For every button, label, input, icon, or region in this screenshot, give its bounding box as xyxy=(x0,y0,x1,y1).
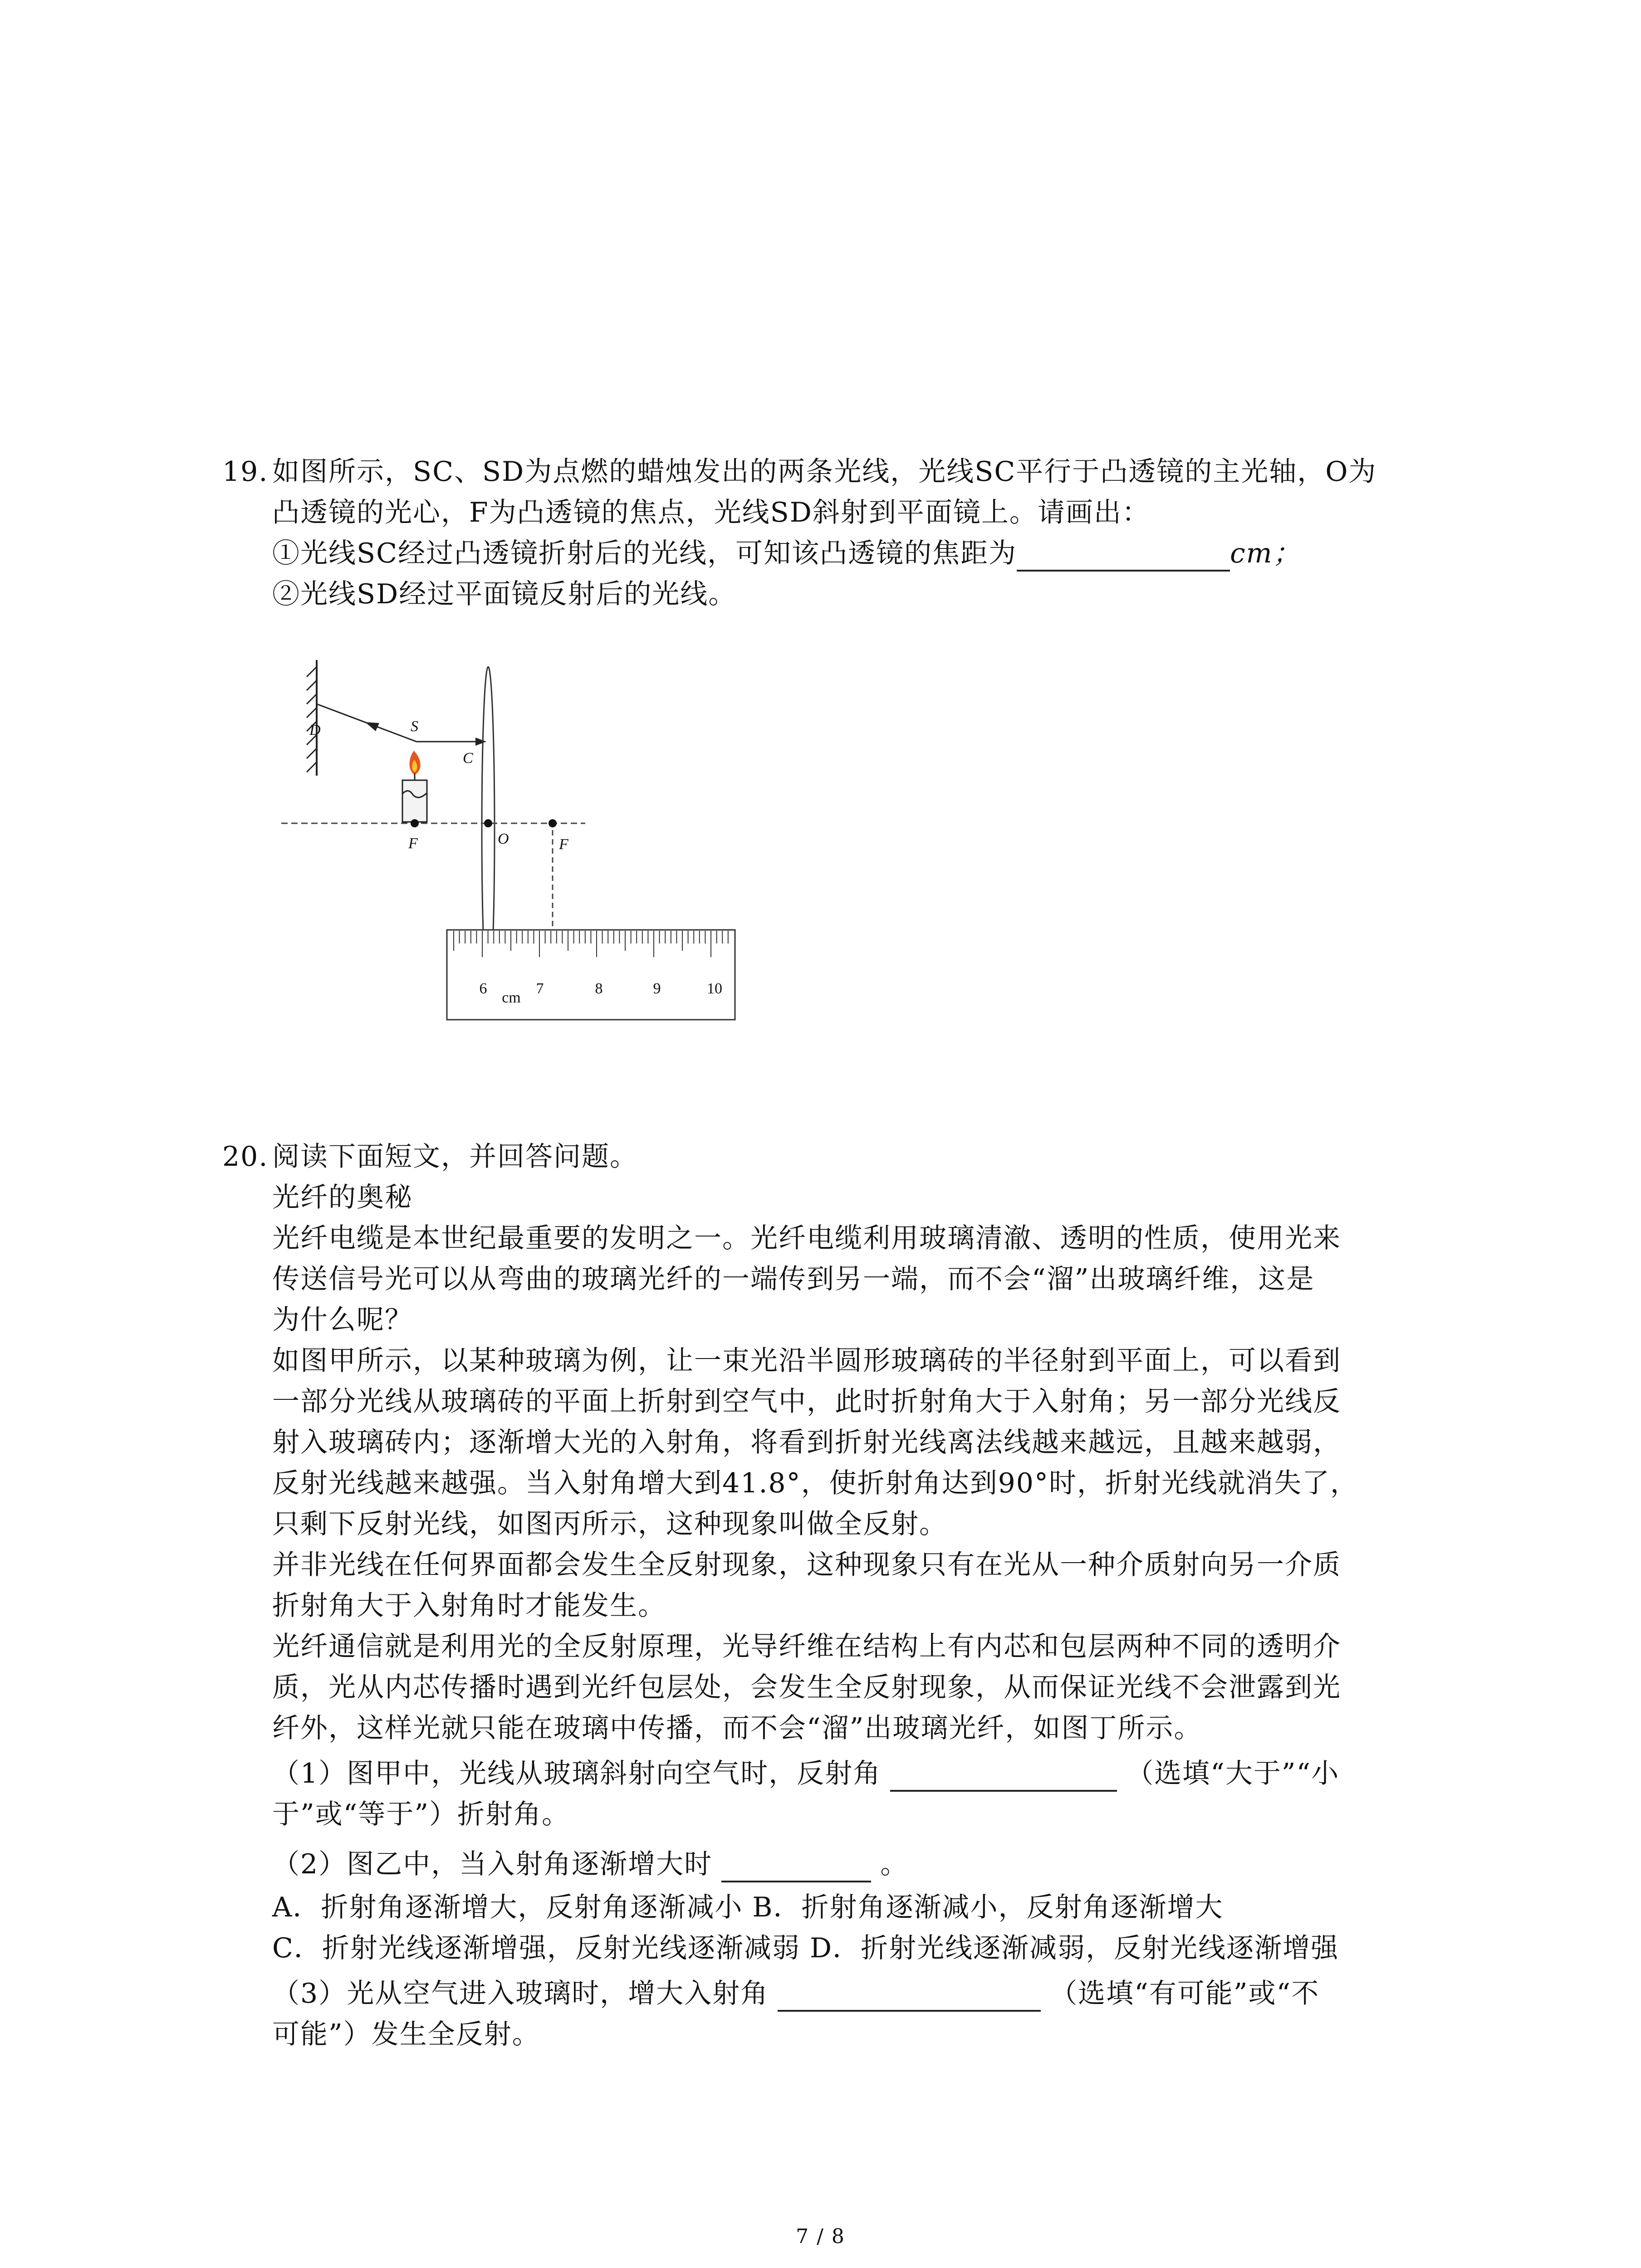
q20-sub2 xyxy=(272,1846,908,1882)
ruler xyxy=(447,930,735,1020)
q20-sub2-text: （2）图乙中，当入射角逐渐增大时 xyxy=(272,1848,713,1880)
candle-icon xyxy=(402,751,427,822)
q20-p2-line3: 射入玻璃砖内；逐渐增大光的入射角，将看到折射光线离法线越来越远，且越来越弱， xyxy=(272,1427,1341,1458)
q19-unit: cm； xyxy=(1230,538,1301,569)
tick-label-8: 8 xyxy=(595,980,603,997)
ruler-unit: cm xyxy=(502,989,521,1006)
option-b[interactable]: B．折射角逐渐减小，反射角逐渐增大 xyxy=(752,1892,1224,1923)
answer-blank-sub3[interactable] xyxy=(778,1981,1041,2012)
q20-options-cd xyxy=(272,1930,1339,1966)
option-d[interactable]: D．折射光线逐渐减弱，反射光线逐渐增强 xyxy=(810,1932,1339,1964)
tick-label-7: 7 xyxy=(536,980,544,997)
ray-sc xyxy=(416,738,486,746)
label-d: D xyxy=(309,722,321,738)
q20-sub3 xyxy=(272,1975,1319,2012)
q20-sub1-line2: 于”或“等于”）折射角。 xyxy=(272,1799,570,1830)
q20-sub1-text: （1）图甲中，光线从玻璃斜射向空气时，反射角 xyxy=(272,1758,882,1789)
q19-line1: 如图所示，SC、SD为点燃的蜡烛发出的两条光线，光线SC平行于凸透镜的主光轴，O为 xyxy=(272,456,1377,488)
tick-label-10: 10 xyxy=(707,980,722,997)
q20-p4-line3: 纤外，这样光就只能在玻璃中传播，而不会“溜”出玻璃光纤，如图丁所示。 xyxy=(272,1712,1202,1744)
label-s: S xyxy=(411,718,418,735)
q20-number: 20. xyxy=(222,1141,269,1173)
q20-p1-line2: 传送信号光可以从弯曲的玻璃光纤的一端传到另一端，而不会“溜”出玻璃纤维，这是 xyxy=(272,1263,1315,1295)
plane-mirror xyxy=(307,660,317,776)
q20-p1-line3: 为什么呢？ xyxy=(272,1304,413,1336)
answer-blank-sub2[interactable] xyxy=(721,1852,871,1882)
focus-left-point xyxy=(411,819,419,827)
ray-sd xyxy=(317,704,416,742)
q20-sub2-end: 。 xyxy=(880,1848,909,1880)
q20-p2-line5: 只剩下反射光线，如图丙所示，这种现象叫做全反射。 xyxy=(272,1508,947,1540)
q20-sub1-choices: （选填“大于”“小 xyxy=(1126,1758,1340,1789)
optical-center-point xyxy=(484,819,492,827)
q20-sub3-line2: 可能”）发生全反射。 xyxy=(272,2019,540,2050)
q19-line2: 凸透镜的光心，F为凸透镜的焦点，光线SD斜射到平面镜上。请画出： xyxy=(272,497,1150,528)
q20-options-ab xyxy=(272,1889,1224,1926)
q20-p3-line2: 折射角大于入射角时才能发生。 xyxy=(272,1590,666,1622)
answer-blank-focal-length[interactable] xyxy=(1017,541,1230,572)
q20-p1-line1: 光纤电缆是本世纪最重要的发明之一。光纤电缆利用玻璃清澈、透明的性质，使用光来 xyxy=(272,1222,1341,1254)
focus-right-point xyxy=(549,819,557,827)
label-o: O xyxy=(498,831,509,847)
answer-blank-sub1[interactable] xyxy=(890,1761,1117,1792)
label-f-left: F xyxy=(408,835,418,852)
optics-figure xyxy=(272,481,762,1030)
q20-p3-line1: 并非光线在任何界面都会发生全反射现象，这种现象只有在光从一种介质射向另一介质 xyxy=(272,1549,1341,1581)
option-a[interactable]: A．折射角逐渐增大，反射角逐渐减小 xyxy=(272,1892,743,1923)
tick-label-9: 9 xyxy=(653,980,661,997)
label-f-right: F xyxy=(559,836,568,853)
q20-sub3-text: （3）光从空气进入玻璃时，增大入射角 xyxy=(272,1978,769,2009)
q20-p2-line4: 反射光线越来越强。当入射角增大到41.8°，使折射角达到90°时，折射光线就消失了， xyxy=(272,1467,1358,1499)
option-c[interactable]: C．折射光线逐渐增强，反射光线逐渐减弱 xyxy=(272,1932,800,1964)
q20-sub3-choices: （选填“有可能”或“不 xyxy=(1050,1978,1320,2009)
q19-number: 19. xyxy=(222,456,269,488)
q20-p4-line1: 光纤通信就是利用光的全反射原理，光导纤维在结构上有内芯和包层两种不同的透明介 xyxy=(272,1631,1341,1662)
q19-line3-text: ①光线SC经过凸透镜折射后的光线，可知该凸透镜的焦距为 xyxy=(272,538,1017,569)
page-number: 7 / 8 xyxy=(796,2225,845,2248)
label-c: C xyxy=(463,750,473,767)
q20-intro: 阅读下面短文，并回答问题。 xyxy=(272,1141,638,1173)
tick-label-6: 6 xyxy=(479,980,487,997)
q20-p2-line1: 如图甲所示，以某种玻璃为例，让一束光沿半圆形玻璃砖的半径射到平面上，可以看到 xyxy=(272,1345,1341,1377)
q20-p2-line2: 一部分光线从玻璃砖的平面上折射到空气中，此时折射角大于入射角；另一部分光线反 xyxy=(272,1386,1341,1418)
q19-line4: ②光线SD经过平面镜反射后的光线。 xyxy=(272,578,737,610)
q20-p4-line2: 质，光从内芯传播时遇到光纤包层处，会发生全反射现象，从而保证光线不会泄露到光 xyxy=(272,1672,1341,1703)
q20-sub1 xyxy=(272,1755,1339,1792)
q20-title: 光纤的奥秘 xyxy=(272,1182,413,1213)
